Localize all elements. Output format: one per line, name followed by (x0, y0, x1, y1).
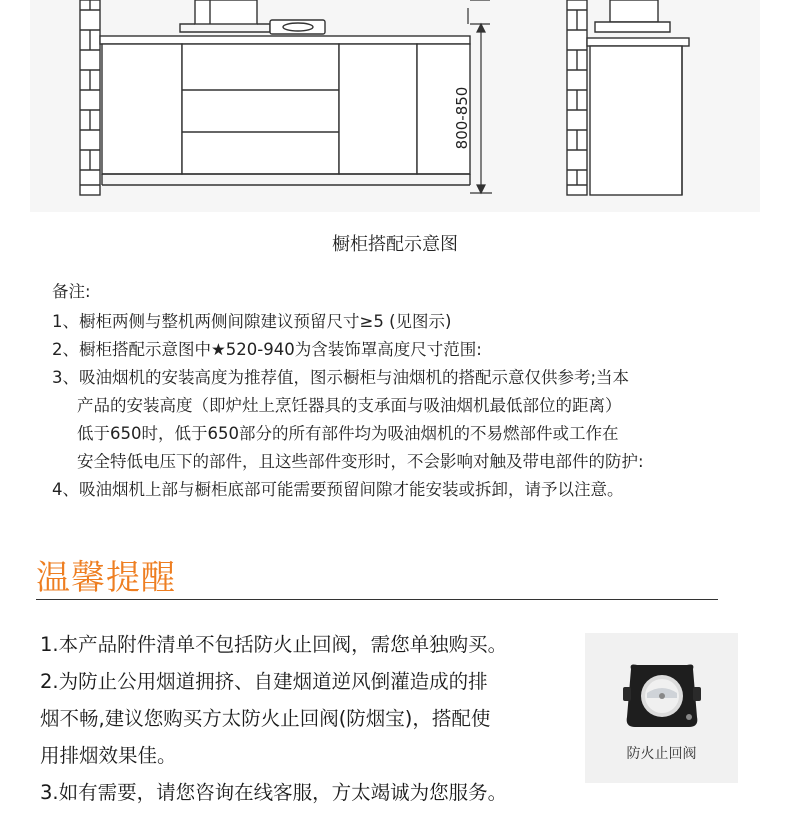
product-label: 防火止回阀 (626, 746, 697, 762)
note-text: 橱柜两侧与整机两侧间隙建议预留尺寸≥5 (见图示) (79, 312, 452, 331)
note-text: 吸油烟机上部与橱柜底部可能需要预留间隙才能安装或拆卸，请予以注意。 (79, 480, 624, 499)
tip-line: 烟不畅,建议您购买方太防火止回阀(防烟宝)，搭配使 (40, 707, 491, 730)
note-text: 橱柜搭配示意图中★520-940为含装饰罩高度尺寸范围: (79, 340, 482, 359)
cabinet-illustration (30, 0, 760, 212)
product-card[interactable] (585, 633, 738, 783)
cabinet-body (102, 44, 470, 185)
diagram-caption: 橱柜搭配示意图 (332, 234, 458, 255)
height-dimension (468, 0, 492, 193)
note-number: 3、 (52, 368, 79, 387)
side-view-wall (567, 0, 587, 195)
note-item (52, 336, 752, 364)
note-number: 1、 (52, 312, 79, 331)
warm-tips-title: 温馨提醒 (36, 558, 176, 598)
dimension-label: 800-850 (453, 86, 471, 150)
countertop (100, 36, 470, 44)
section-divider (36, 599, 718, 600)
notes-section (52, 278, 752, 504)
tip-line: 2.为防止公用烟道拥挤、自建烟道逆风倒灌造成的排 (40, 670, 488, 693)
note-text: 安全特低电压下的部件，且这些部件变形时，不会影响对触及带电部件的防护: (77, 452, 644, 471)
note-number: 2、 (52, 340, 79, 359)
cabinet-diagram (30, 0, 760, 212)
note-item (52, 308, 752, 336)
side-view-cabinet (587, 0, 689, 195)
note-text: 产品的安装高度（即炉灶上烹饪器具的支承面与吸油烟机最低部位的距离） (77, 396, 622, 415)
fire-check-valve-icon (621, 663, 703, 731)
left-brick-wall (80, 0, 100, 195)
notes-heading: 备注: (52, 282, 91, 301)
warm-tips-text (40, 626, 588, 811)
note-item (52, 364, 752, 476)
tip-line: 1.本产品附件清单不包括防火止回阀，需您单独购买。 (40, 633, 508, 656)
tip-line: 用排烟效果佳。 (40, 744, 177, 767)
tip-line: 3.如有需要，请您咨询在线客服，方太竭诚为您服务。 (40, 781, 508, 804)
note-item (52, 476, 752, 504)
note-text: 低于650时，低于650部分的所有部件均为吸油烟机的不易燃部件或工作在 (77, 424, 619, 443)
note-text: 吸油烟机的安装高度为推荐值，图示橱柜与油烟机的搭配示意仅供参考;当本 (79, 368, 630, 387)
note-number: 4、 (52, 480, 79, 499)
